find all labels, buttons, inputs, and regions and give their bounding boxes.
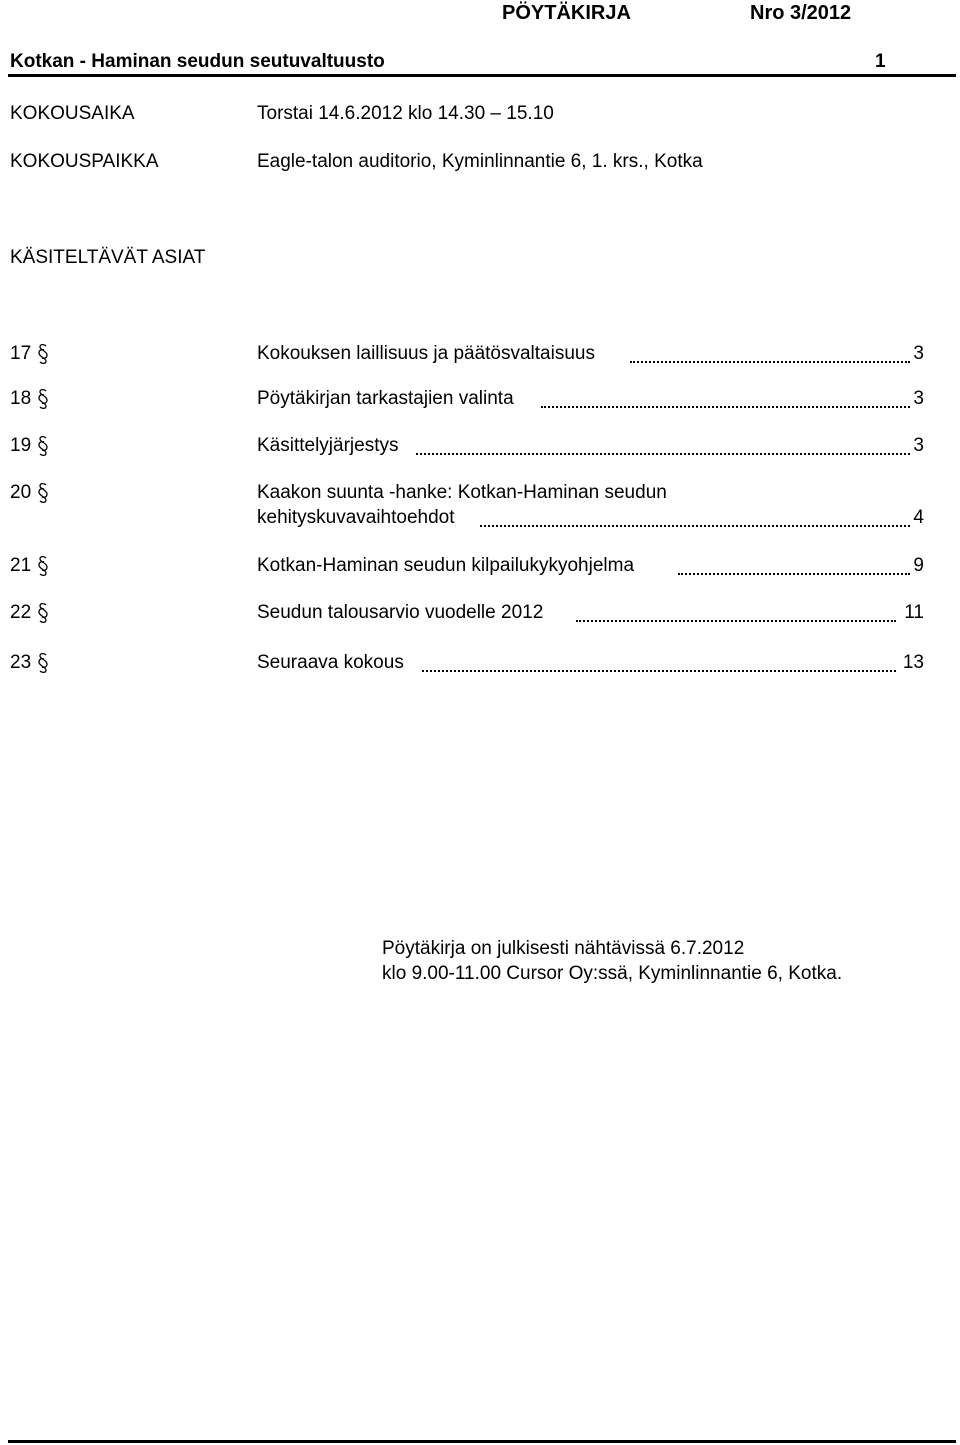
meeting-place-label: KOKOUSPAIKKA [10,151,159,172]
agenda-item-page: 13 [902,652,924,673]
meeting-time-value: Torstai 14.6.2012 klo 14.30 – 15.10 [257,103,554,124]
section-sign-icon [37,555,49,577]
toc-leader [480,525,910,527]
meeting-place-value: Eagle-talon auditorio, Kyminlinnantie 6, 1. krs., Kotka [257,151,703,172]
organization-name: Kotkan - Haminan seudun seutuvaltuusto [10,51,385,72]
toc-leader [630,361,910,363]
agenda-item-number: 17 [10,343,32,364]
agenda-item-title: Kokouksen laillisuus ja päätösvaltaisuus [257,343,595,364]
toc-leader [678,573,910,575]
section-sign-icon [37,343,49,365]
agenda-item-page: 11 [904,602,924,623]
agenda-item-title: Kaakon suunta -hanke: Kotkan-Haminan seudun [257,482,667,503]
agenda-item-title-line2: kehityskuvavaihtoehdot [257,507,455,528]
agenda-item-number: 20 [10,482,32,503]
agenda-item-title: Pöytäkirjan tarkastajien valinta [257,388,514,409]
section-sign-icon [37,482,49,504]
public-notice-line: klo 9.00-11.00 Cursor Oy:ssä, Kyminlinnantie 6, Kotka. [382,963,843,984]
page-number: 1 [875,51,886,72]
agenda-item-title: Seudun talousarvio vuodelle 2012 [257,602,544,623]
agenda-item-number: 22 [10,602,32,623]
agenda-item-title: Seuraava kokous [257,652,404,673]
toc-leader [416,453,910,455]
agenda-item-title: Kotkan-Haminan seudun kilpailukykyohjelma [257,555,635,576]
agenda-heading: KÄSITELTÄVÄT ASIAT [10,247,206,268]
agenda-item-title: Käsittelyjärjestys [257,435,399,456]
agenda-item-page: 3 [913,343,924,364]
agenda-item-page: 3 [913,435,924,456]
agenda-item-page: 9 [913,555,924,576]
section-sign-icon [37,388,49,410]
footer-divider [8,1440,956,1443]
agenda-item-number: 21 [10,555,32,576]
agenda-item-number: 19 [10,435,32,456]
section-sign-icon [37,602,49,624]
public-notice-line: Pöytäkirja on julkisesti nähtävissä 6.7.2012 [382,938,745,959]
document-type: PÖYTÄKIRJA [502,2,631,24]
agenda-item-number: 23 [10,652,32,673]
section-sign-icon [37,652,49,674]
toc-leader [541,406,910,408]
meeting-time-label: KOKOUSAIKA [10,103,135,124]
header-divider [8,74,956,77]
toc-leader [576,620,896,622]
document-number: Nro 3/2012 [750,2,852,24]
toc-leader [422,670,896,672]
agenda-item-page: 4 [913,507,924,528]
agenda-item-number: 18 [10,388,32,409]
agenda-item-page: 3 [913,388,924,409]
section-sign-icon [37,435,49,457]
